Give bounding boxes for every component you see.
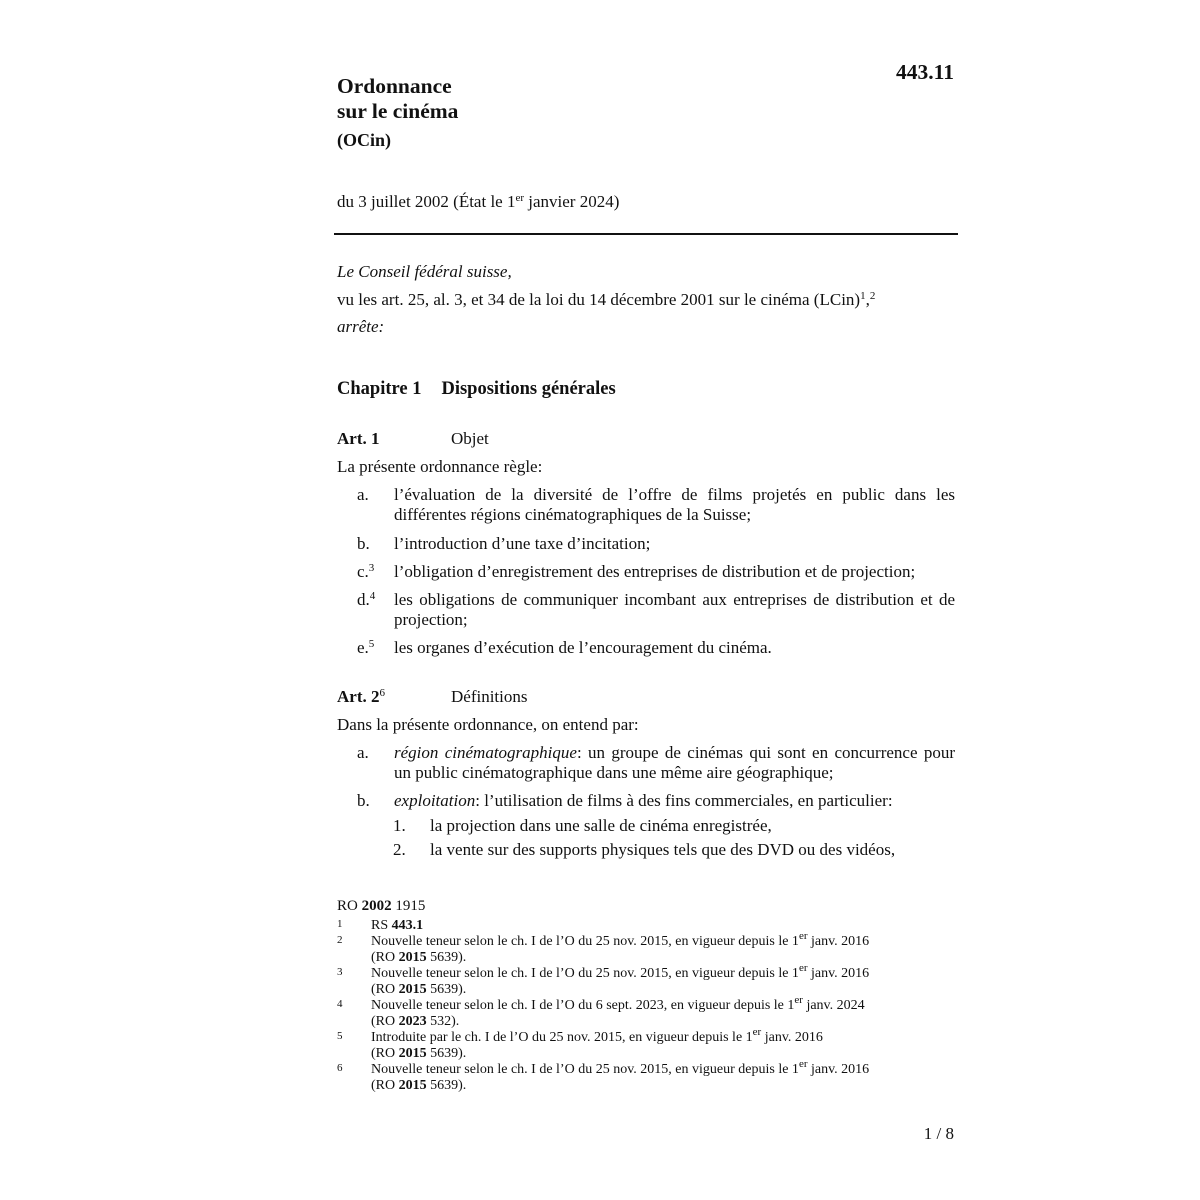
subitem-text: la vente sur des supports physiques tels que des DVD ou des vidéos, [430, 840, 896, 859]
item-text: les obligations de communiquer incombant aux entreprises de distribution et de projection; [394, 590, 955, 629]
footnote-ref-5[interactable]: 5 [368, 638, 375, 650]
footnote-text [371, 1058, 957, 1094]
article-2-item-a [357, 743, 955, 783]
item-text [394, 743, 955, 783]
definition-text: : un groupe de cinémas qui sont en concurrence pour un public cinématographique dans une même aire géographique; [394, 743, 955, 782]
fn-ro-year: 2023 [398, 1014, 427, 1029]
footnote-number: 6 [337, 1062, 343, 1074]
footnote-text [371, 1026, 957, 1062]
defined-term: exploitation [394, 791, 476, 810]
item-label [357, 562, 374, 582]
fn-sup: er [752, 1026, 762, 1038]
fn-text: Nouvelle teneur selon le ch. I de l’O du 25 nov. 2015, en vigueur depuis le 1 [371, 966, 799, 981]
fn-ro-year: 2015 [398, 982, 427, 997]
preamble-basis-text: vu les art. 25, al. 3, et 34 de la loi du 14 décembre 2001 sur le cinéma (LCin) [337, 290, 861, 309]
footnote-text [371, 930, 957, 966]
article-2-heading [337, 687, 528, 707]
fn-text: Nouvelle teneur selon le ch. I de l’O du 25 nov. 2015, en vigueur depuis le 1 [371, 1062, 799, 1077]
fn-text: Nouvelle teneur selon le ch. I de l’O du 6 sept. 2023, en vigueur depuis le 1 [371, 998, 795, 1013]
preamble-comma: , [865, 290, 870, 309]
article-1-item-c [357, 562, 955, 582]
date-pre: du 3 juillet 2002 (État le 1 [337, 192, 516, 211]
fn-text: RS [371, 918, 392, 933]
footnote-3 [337, 962, 957, 998]
fn-ro-prefix: (RO [371, 1014, 399, 1029]
article-2-subitem-2 [393, 840, 953, 860]
footnote-text [371, 962, 957, 998]
sr-number: 443.11 [896, 60, 954, 84]
article-1-item-d [357, 590, 955, 630]
date-line [337, 192, 619, 212]
article-2-title: Définitions [451, 687, 528, 706]
ro-year: 2002 [361, 898, 392, 914]
fn-ro-prefix: (RO [371, 982, 399, 997]
fn-bold: 443.1 [391, 918, 424, 933]
footnote-number: 4 [337, 998, 343, 1010]
title-line-2: sur le cinéma [337, 99, 459, 123]
article-1-title: Objet [451, 429, 489, 448]
preamble-basis [337, 290, 875, 310]
footnote-ref-3[interactable]: 3 [368, 562, 375, 574]
footnote-text [371, 918, 957, 934]
footnote-5 [337, 1026, 957, 1062]
footnote-4 [337, 994, 957, 1030]
item-text: l’évaluation de la diversité de l’offre de films projetés en public dans les différentes régions cinématographiques de la Suisse; [394, 485, 955, 524]
item-letter: e. [357, 638, 369, 657]
article-2-label-text: Art. 2 [337, 687, 380, 706]
fn-text-end: janv. 2016 [761, 1030, 823, 1045]
item-letter: d. [357, 590, 370, 609]
article-1-item-e [357, 638, 955, 658]
fn-ro-page: 5639). [426, 1046, 467, 1061]
ro-page: 1915 [391, 898, 426, 914]
fn-text-end: janv. 2016 [807, 934, 870, 949]
article-1-item-b [357, 534, 955, 554]
abbreviation: (OCin) [337, 130, 391, 150]
fn-text-end: janv. 2024 [802, 998, 865, 1013]
item-label [357, 590, 375, 610]
footnote-number: 5 [337, 1030, 343, 1042]
definition-text: : l’utilisation de films à des fins commerciales, en particulier: [475, 791, 893, 810]
article-2-item-b [357, 791, 955, 811]
fn-ro-page: 5639). [426, 982, 467, 997]
fn-ro-year: 2015 [398, 1046, 427, 1061]
item-label [357, 485, 369, 505]
footnote-number: 2 [337, 934, 343, 946]
fn-text: Nouvelle teneur selon le ch. I de l’O du 25 nov. 2015, en vigueur depuis le 1 [371, 934, 799, 949]
subitem-text: la projection dans une salle de cinéma enregistrée, [430, 816, 772, 835]
item-letter: a. [357, 485, 369, 504]
page-number: 1 / 8 [923, 1124, 954, 1143]
preamble-decree: arrête: [337, 317, 385, 336]
article-2-label [337, 687, 451, 707]
subitem-label: 2. [393, 840, 406, 859]
date-post: janvier 2024) [524, 192, 620, 211]
fn-ro-prefix: (RO [371, 1078, 399, 1093]
fn-ro-page: 532). [426, 1014, 460, 1029]
fn-sup: er [794, 994, 803, 1006]
subitem-label: 1. [393, 816, 406, 835]
item-text: l’introduction d’une taxe d’incitation; [394, 534, 651, 553]
ro-reference [337, 898, 425, 915]
footnote-ref-4[interactable]: 4 [369, 590, 376, 602]
defined-term: région cinématographique [394, 743, 577, 762]
fn-ro-year: 2015 [398, 950, 427, 965]
article-2-subitem-1 [393, 816, 953, 836]
fn-ro-prefix: (RO [371, 1046, 399, 1061]
item-label: b. [357, 791, 370, 810]
footnote-number: 3 [337, 966, 343, 978]
fn-sup: er [798, 1058, 808, 1070]
fn-text: Introduite par le ch. I de l’O du 25 nov. 2015, en vigueur depuis le 1 [371, 1030, 753, 1045]
chapter-number: Chapitre 1 [337, 379, 422, 399]
item-text: l’obligation d’enregistrement des entreprises de distribution et de projection; [394, 562, 916, 581]
fn-ro-year: 2015 [398, 1078, 427, 1093]
fn-text-end: janv. 2016 [807, 966, 870, 981]
item-label [357, 534, 370, 554]
ro-prefix: RO [337, 898, 362, 914]
item-letter: c. [357, 562, 369, 581]
article-1-intro: La présente ordonnance règle: [337, 457, 543, 476]
fn-ro-page: 5639). [426, 1078, 467, 1093]
item-text [394, 791, 955, 811]
preamble-authority: Le Conseil fédéral suisse, [337, 262, 512, 281]
footnote-number: 1 [337, 918, 343, 930]
item-label [357, 638, 374, 658]
footnote-ref-1[interactable]: 1 [860, 290, 866, 302]
header-rule [334, 233, 958, 235]
footnote-2 [337, 930, 957, 966]
footnote-ref-6[interactable]: 6 [379, 687, 385, 699]
fn-sup: er [798, 930, 808, 942]
document-title [337, 74, 458, 124]
fn-sup: er [798, 962, 808, 974]
chapter-title: Dispositions générales [441, 379, 616, 399]
item-letter: b. [357, 534, 370, 553]
fn-text-end: janv. 2016 [807, 1062, 870, 1077]
article-2-intro: Dans la présente ordonnance, on entend par: [337, 715, 639, 734]
chapter-heading [337, 379, 616, 400]
article-1-label: Art. 1 [337, 429, 380, 448]
footnote-text [371, 994, 957, 1030]
article-1-item-a [357, 485, 955, 525]
date-superscript: er [515, 192, 525, 204]
footnote-6 [337, 1058, 957, 1094]
item-label: a. [357, 743, 369, 762]
item-text: les organes d’exécution de l’encouragement du cinéma. [394, 638, 772, 657]
article-1-heading [337, 429, 489, 449]
footnote-ref-2[interactable]: 2 [869, 290, 876, 302]
title-line-1: Ordonnance [337, 74, 452, 98]
footnote-1 [337, 918, 957, 934]
fn-ro-page: 5639). [426, 950, 467, 965]
fn-ro-prefix: (RO [371, 950, 399, 965]
